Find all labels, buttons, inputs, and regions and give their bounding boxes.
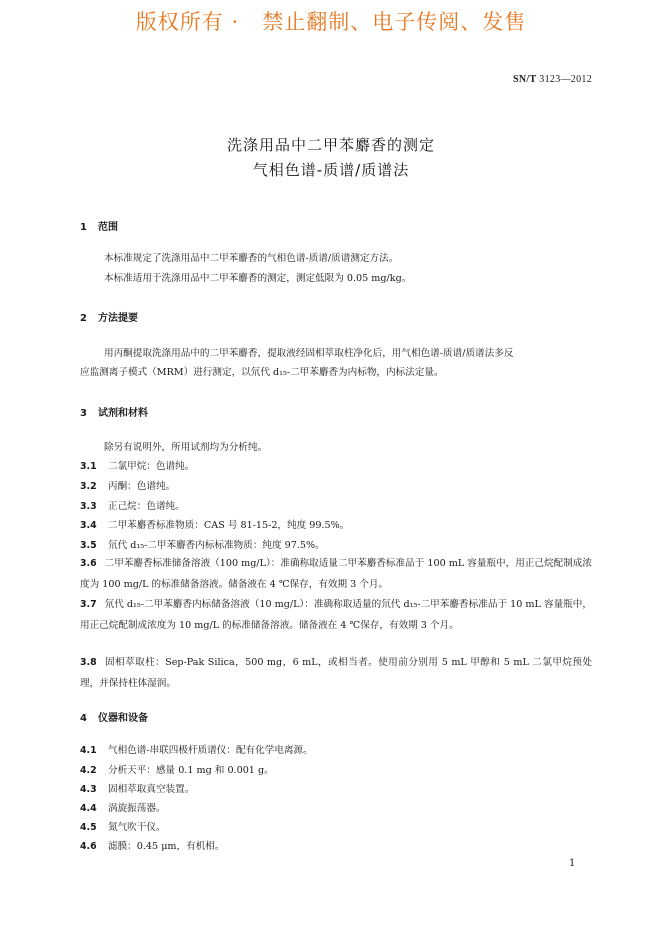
list-item: [80, 476, 592, 497]
section-4-heading: [80, 709, 148, 724]
item-number: 4.6: [80, 841, 97, 852]
item-number: 4.1: [80, 745, 97, 756]
item-number: 3.5: [80, 540, 97, 551]
item-number: 4.3: [80, 784, 97, 795]
item-text: 丙酮：色谱纯。: [108, 481, 176, 492]
item-text: 正己烷：色谱纯。: [108, 501, 185, 512]
item-text: 固相萃取柱：Sep-Pak Silica，500 mg，6 mL，或相当者。使用前分别用 5 mL 甲醇和 5 mL 二氯甲烷预处理，并保持柱体湿润。: [80, 657, 592, 689]
list-item: [80, 496, 592, 517]
paragraph: 用丙酮提取洗涤用品中的二甲苯麝香，提取液经固相萃取柱净化后，用气相色谱-质谱/质谱法多反: [104, 348, 514, 359]
item-number: 3.7: [80, 599, 97, 610]
copyright-watermark: 版权所有 · 禁止翻制、电子传阅、发售: [135, 10, 527, 34]
standard-code: [513, 74, 592, 85]
paragraph: 除另有说明外，所用试剂均为分析纯。: [104, 442, 268, 453]
list-item: [80, 836, 592, 857]
section-number: 2: [80, 313, 87, 324]
item-number: 4.2: [80, 765, 97, 776]
item-text: 二氯甲烷：色谱纯。: [108, 461, 195, 472]
list-item: [80, 515, 592, 536]
list-item: [80, 779, 592, 800]
item-text: 固相萃取真空装置。: [108, 784, 195, 795]
list-item: [80, 798, 592, 819]
list-item: [80, 594, 592, 636]
paragraph: 本标准适用于洗涤用品中二甲苯麝香的测定，测定低限为 0.05 mg/kg。: [104, 273, 412, 284]
item-number: 3.2: [80, 481, 97, 492]
item-text: 氮气吹干仪。: [108, 822, 166, 833]
item-text: 氘代 d₁₅-二甲苯麝香内标储备溶液（10 mg/L）：准确称取适量的氘代 d₁₅-二甲苯麝香标准品于 10 mL 容量瓶中，用正己烷配制成浓度为 10 mg/L 的标准储备溶液。储备液在 4 ℃保存，有效期 3 个月。: [80, 599, 592, 631]
item-number: 3.3: [80, 501, 97, 512]
document-title: 洗涤用品中二甲苯麝香的测定: [226, 136, 435, 154]
section-1-heading: [80, 218, 118, 233]
item-text: 滤膜：0.45 μm，有机相。: [108, 841, 225, 852]
item-number: 4.4: [80, 803, 97, 814]
list-item: [80, 652, 592, 694]
section-title: 范围: [98, 222, 118, 233]
page-number: 1: [569, 858, 576, 869]
item-number: 3.6: [80, 558, 97, 569]
section-number: 4: [80, 713, 87, 724]
list-item: [80, 456, 592, 477]
paragraph: 本标准规定了洗涤用品中二甲苯麝香的气相色谱-质谱/质谱测定方法。: [104, 253, 399, 264]
section-title: 试剂和材料: [98, 408, 148, 419]
document-subtitle: 气相色谱-质谱/质谱法: [252, 161, 410, 179]
item-text: 分析天平：感量 0.1 mg 和 0.001 g。: [108, 765, 274, 776]
item-text: 氘代 d₁₅-二甲苯麝香内标标准物质：纯度 97.5%。: [108, 540, 325, 551]
section-number: 1: [80, 222, 87, 233]
standard-prefix: SN/T: [513, 74, 537, 85]
item-number: 3.8: [80, 657, 97, 668]
section-2-heading: [80, 309, 138, 324]
standard-number: 3123—2012: [539, 74, 592, 85]
section-title: 仪器和设备: [98, 713, 148, 724]
item-text: 二甲苯麝香标准物质：CAS 号 81-15-2，纯度 99.5%。: [108, 520, 350, 531]
list-item: [80, 817, 592, 838]
section-number: 3: [80, 408, 87, 419]
item-number: 3.4: [80, 520, 97, 531]
section-3-heading: [80, 404, 148, 419]
item-text: 气相色谱-串联四极杆质谱仪：配有化学电离源。: [108, 745, 313, 756]
paragraph: 应监测离子模式（MRM）进行测定，以氘代 d₁₅-二甲苯麝香为内标物，内标法定量。: [80, 367, 444, 378]
item-number: 3.1: [80, 461, 97, 472]
list-item: [80, 740, 592, 761]
item-number: 4.5: [80, 822, 97, 833]
list-item: [80, 553, 592, 595]
item-text: 涡旋振荡器。: [108, 803, 166, 814]
list-item: [80, 760, 592, 781]
section-title: 方法提要: [98, 313, 138, 324]
item-text: 二甲苯麝香标准储备溶液（100 mg/L）：准确称取适量二甲苯麝香标准品于 100 mL 容量瓶中，用正己烷配制成浓度为 100 mg/L 的标准储备溶液。储备液在 4 ℃保存，有效期 3 个月。: [80, 558, 592, 590]
